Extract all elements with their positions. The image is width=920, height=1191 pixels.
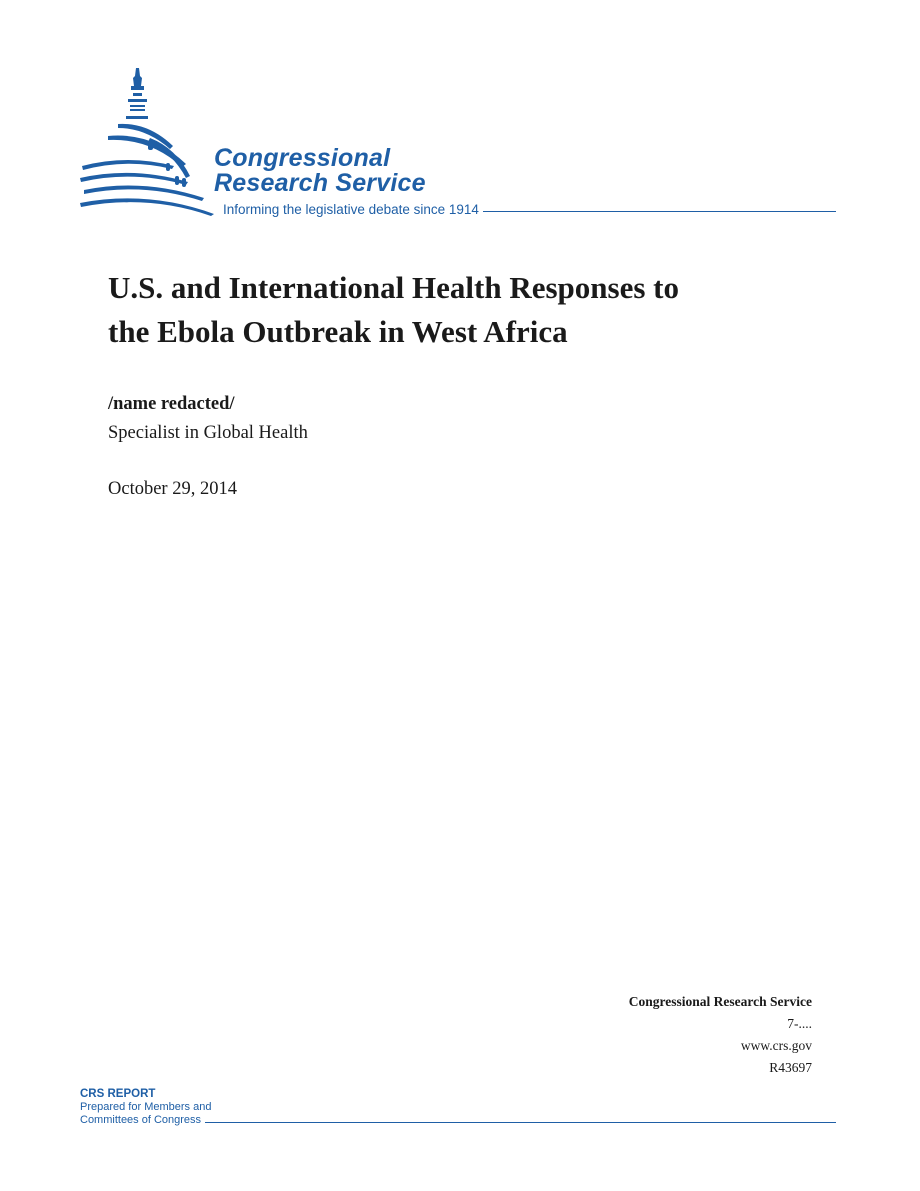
crs-logo <box>78 66 838 226</box>
report-title-line2: the Ebola Outbreak in West Africa <box>108 314 568 349</box>
crs-report-footer <box>80 1088 836 1127</box>
crs-org-name: Congressional Research Service <box>628 994 812 1009</box>
capitol-dome-icon <box>78 66 218 218</box>
report-number: R43697 <box>769 1060 812 1075</box>
footer-line2: Prepared for Members and <box>80 1101 212 1113</box>
crs-contact-block <box>629 991 812 1079</box>
author-name: /name redacted/ <box>108 394 235 414</box>
report-date: October 29, 2014 <box>108 479 237 499</box>
crs-phone: 7-.... <box>787 1016 812 1031</box>
footer-line3: Committees of Congress <box>80 1114 202 1126</box>
author-title: Specialist in Global Health <box>108 423 308 443</box>
crs-wordmark <box>214 146 426 196</box>
tagline-divider <box>483 211 836 212</box>
tagline-row <box>223 202 836 217</box>
crs-wordmark-line1: Congressional <box>214 144 391 172</box>
footer-divider <box>205 1122 836 1123</box>
report-title-line1: U.S. and International Health Responses to <box>108 270 679 305</box>
footer-last-row <box>80 1114 836 1127</box>
crs-wordmark-line2: Research Service <box>214 169 426 197</box>
report-title <box>108 266 828 354</box>
footer-label: CRS REPORT <box>80 1088 156 1100</box>
crs-tagline: Informing the legislative debate since 1914 <box>223 202 479 217</box>
crs-website: www.crs.gov <box>740 1038 812 1053</box>
